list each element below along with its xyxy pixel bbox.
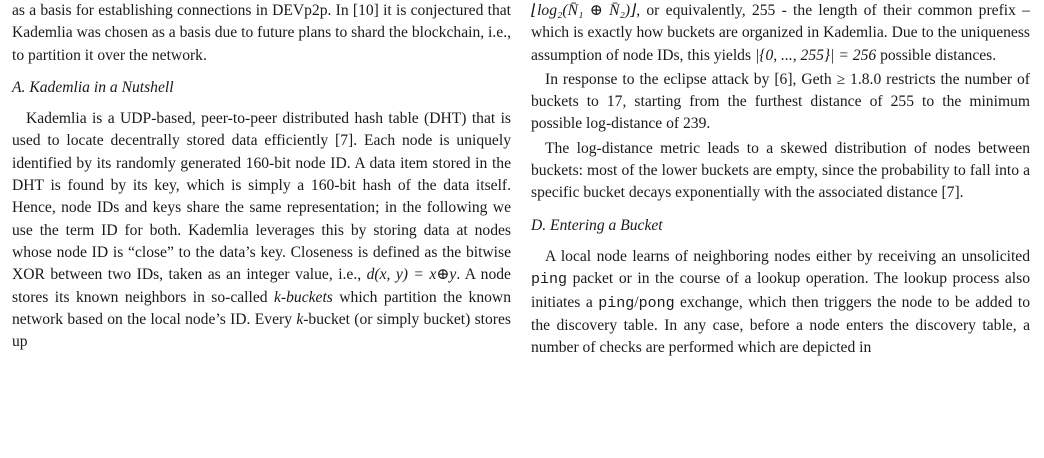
text-run: which partition the known network based on the local node’s ID. Every: [12, 288, 511, 328]
slash-separator: /: [634, 293, 639, 311]
code-pong: pong: [638, 294, 675, 312]
text-run: exchange, which then triggers the node to be added to the discovery table. In any case, before a node enters the discovery table, a number of checks are performed which are depicted in: [531, 293, 1031, 357]
text-run: packet or in the course of a lookup operation. The lookup process also initiates a: [531, 270, 1030, 311]
math-xor-distance: d(x, y) = x⊕y: [366, 266, 457, 284]
text-run: , or equivalently, 255 - the length of their common prefix – which is exactly how buckets are organized in Kademlia. Due to the uniqueness assumption of node IDs, this yields: [531, 2, 1030, 64]
paragraph-eclipse: In response to the eclipse attack by [6], Geth ≥ 1.8.0 restricts the number of buckets to 17, starting from the furthest distance of 255 to the minimum possible log-distance of 239.: [531, 70, 1030, 133]
text-run: . A node stores its known neighbors in so-called: [12, 266, 511, 306]
paragraph-entering-bucket: [531, 246, 1030, 359]
math-log-distance: ⌊log₂(N̄₁ ⊕ N̄₂)⌋: [531, 2, 637, 19]
term-k: k: [296, 310, 304, 328]
math-distance-set: |{0, ..., 255}| = 256: [754, 46, 877, 64]
text-run: A local node learns of neighboring nodes either by receiving an unsolicited: [545, 247, 1030, 265]
text-run: possible distances.: [876, 46, 997, 64]
text-run: Kademlia is a UDP-based, peer-to-peer distributed hash table (DHT) that is used to locate decentrally stored data efficiently [7]. Each node is uniquely identified by its randomly generated 160-bit node ID. A data item stored in the DHT is found by its key, which is simply a 160-bit hash of the data itself. Hence, node IDs and keys share the same representation; in the following we use the term ID for both. Kademlia leverages this by storing data at nodes whose node ID is “close” to the data’s key. Closeness is defined as the bitwise XOR between two IDs, taken as an integer value, i.e.,: [12, 110, 511, 284]
code-ping: ping: [598, 294, 635, 312]
section-heading-d: D. Entering a Bucket: [531, 216, 663, 234]
paragraph-log-distance: [531, 0, 1030, 67]
text-run: -bucket (or simply bucket) stores up: [12, 310, 511, 351]
code-ping: ping: [531, 271, 568, 289]
paragraph-intro: as a basis for establishing connections in DEVp2p. In [10] it is conjectured that Kademlia was chosen as a basis due to future plans to shard the blockchain, i.e., to partition it over the network.: [12, 2, 511, 64]
right-column: [531, 0, 1030, 359]
term-k-buckets: k-buckets: [274, 288, 333, 306]
left-column: [12, 0, 511, 353]
paragraph-skew: The log-distance metric leads to a skewed distribution of nodes between buckets: most of the lower buckets are empty, since the probability to fall into a specific bucket decays exponentially with the associated distance [7].: [531, 139, 1030, 202]
section-heading-a: A. Kademlia in a Nutshell: [12, 78, 174, 96]
paragraph-kademlia: [12, 108, 511, 353]
